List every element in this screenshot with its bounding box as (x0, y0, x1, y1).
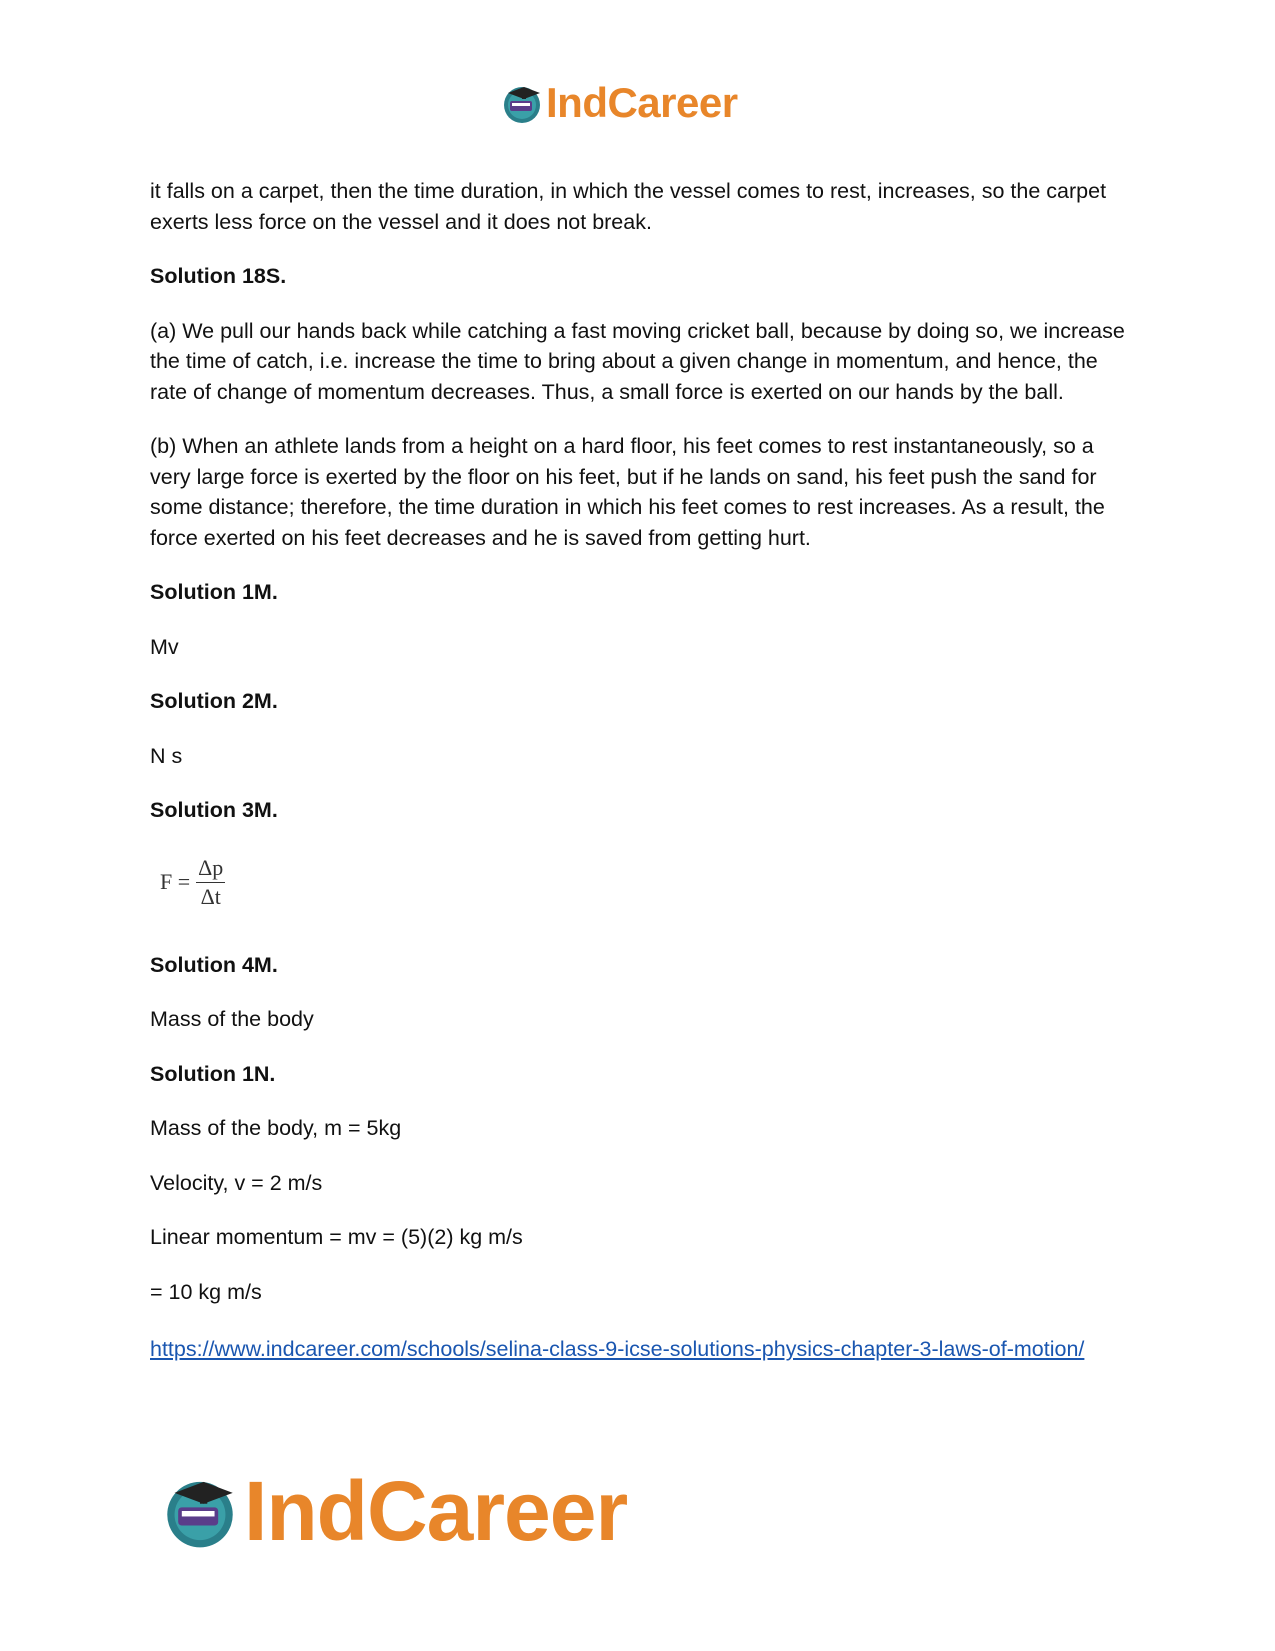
solution-1m-answer: Mv (150, 634, 179, 659)
document-body (150, 176, 1130, 1367)
intro-paragraph: it falls on a carpet, then the time duration, in which the vessel comes to rest, increases, so the carpet exerts less force on the vessel and it does not break. (150, 179, 1107, 234)
solution-1n-line-2: Velocity, v = 2 m/s (150, 1170, 323, 1195)
formula-lhs: F = (160, 869, 191, 895)
solution-2m-heading: Solution 2M. (150, 689, 278, 713)
solution-4m-answer: Mass of the body (150, 1007, 314, 1031)
formula-numerator: Δp (196, 856, 225, 883)
solution-1n-line-4: = 10 kg m/s (150, 1279, 262, 1304)
header-logo (500, 78, 738, 128)
logo-text: IndCareer (546, 79, 738, 126)
solution-18s-part-b: (b) When an athlete lands from a height on a hard floor, his feet comes to rest instantaneously, so a very large force is exerted by the floor on his feet, but if he lands on sand, his feet push the sand for some distance; therefore, the time duration in which his feet comes to rest increases. As a result, the force exerted on his feet decreases and he is saved from getting hurt. (150, 434, 1105, 550)
formula-fraction (196, 856, 225, 909)
solution-4m-heading: Solution 4M. (150, 952, 278, 977)
logo-text: IndCareer (244, 1463, 628, 1558)
source-url-link[interactable]: https://www.indcareer.com/schools/selina-class-9-icse-solutions-physics-chapter-3-laws-of-motion/ (150, 1337, 1085, 1361)
solution-1n-heading: Solution 1N. (150, 1061, 276, 1086)
solution-1n-line-1: Mass of the body, m = 5kg (150, 1116, 402, 1140)
graduation-cap-globe-icon (160, 1471, 240, 1551)
solution-18s-part-a: (a) We pull our hands back while catching a fast moving cricket ball, because by doing so, we increase the time of catch, i.e. increase the time to bring about a given change in momentum, and hence, the rate of change of momentum decreases. Thus, a small force is exerted on our hands by the ball. (150, 318, 1125, 404)
solution-18s-heading: Solution 18S. (150, 264, 287, 288)
solution-2m-answer: N s (150, 743, 183, 768)
force-formula (160, 850, 1130, 916)
graduation-cap-globe-icon (500, 81, 544, 125)
formula-denominator: Δt (200, 884, 221, 909)
solution-1m-heading: Solution 1M. (150, 580, 278, 604)
solution-3m-heading: Solution 3M. (150, 798, 278, 822)
solution-1n-line-3: Linear momentum = mv = (5)(2) kg m/s (150, 1225, 523, 1249)
footer-logo (160, 1463, 628, 1558)
